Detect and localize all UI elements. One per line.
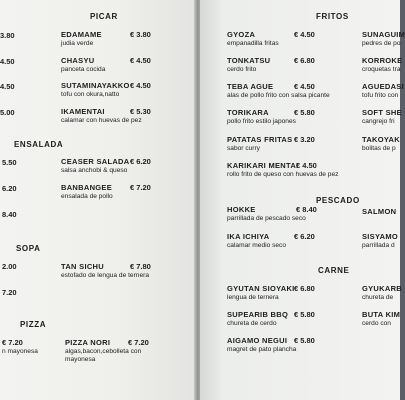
section-heading-pescado: PESCADO [316,196,360,205]
edge-price: 2.00 [2,262,17,271]
menu-item-price: € 8.40 [296,205,317,214]
menu-item-name: KARIKARI MENTAI [227,161,299,170]
edge-item-desc: chureta de [362,294,394,301]
edge-price: 5.50 [2,158,17,167]
menu-item-desc: parrillada de pescado seco [227,215,306,222]
edge-item-desc: bolitas de p [362,145,396,152]
menu-item-desc: judia verde [61,40,94,47]
menu-item-desc: pollo frito estilo japones [227,118,296,125]
menu-item-price: € 4.50 [130,81,151,90]
edge-item-desc: tofu frito con [362,92,399,99]
edge-price: 8.40 [2,210,17,219]
menu-item-name: EDAMAME [61,30,102,39]
section-heading-pizza: PIZZA [20,320,47,329]
edge-item-desc: pedres de po [362,40,401,47]
section-heading-fritos: FRITOS [316,12,349,21]
menu-item-desc: chureta de cerdo [227,320,277,327]
section-heading-carne: CARNE [318,266,350,275]
menu-item-price: € 7.20 [128,338,149,347]
edge-price: 4.50 [0,82,15,91]
edge-item-name: BUTA KIM [362,310,401,319]
menu-item-name: PATATAS FRITAS [227,135,293,144]
menu-item-price: € 4.50 [130,56,151,65]
edge-item-name: AGUEDASI [362,82,404,91]
menu-item-name: BANBANGEE [61,183,113,192]
menu-item-price: € 6.20 [294,232,315,241]
edge-item-name: SALMON [362,207,397,216]
edge-item-desc: croquetas tra [362,66,401,73]
menu-item-name: GYUTAN SIOYAKI [227,284,295,293]
edge-item-desc: cangrejo fri [362,118,395,125]
section-heading-sopa: SOPA [16,244,41,253]
edge-item-name: SISYAMO [362,232,399,241]
menu-item-name: SUPEARIB BBQ [227,310,289,319]
edge-price: € 7.20 [2,338,23,347]
edge-item-desc: parrillada d [362,242,395,249]
edge-item-name: SOFT SHE [362,108,402,117]
menu-item-price: € 4.50 [294,82,315,91]
menu-item-name: TORIKARA [227,108,269,117]
menu-item-desc: estofado de lengua de ternera [61,272,149,279]
menu-item-desc: sabor curry [227,145,260,152]
menu-item-desc: cerdo frito [227,66,257,73]
menu-item-price: € 7.80 [130,262,151,271]
menu-item-desc: alas de pollo frito con salsa picante [227,92,330,99]
menu-item-name: PIZZA NORI [65,338,111,347]
menu-item-price: € 4.50 [296,161,317,170]
edge-price: 6.20 [2,184,17,193]
menu-item-desc: salsa anchobi & queso [61,167,128,174]
edge-price: 7.20 [2,288,17,297]
menu-page-left [0,0,196,400]
menu-item-desc: calamar medio seco [227,242,287,249]
menu-item-desc: empanadilla fritas [227,40,279,47]
menu-item-price: € 5.80 [294,108,315,117]
section-heading-ensalada: ENSALADA [14,140,64,149]
menu-item-desc: rollo frito de queso con huevas de pez [227,171,339,178]
menu-item-name: CHASYU [61,56,95,65]
menu-item-name: HOKKE [227,205,256,214]
menu-item-price: € 5.30 [130,107,151,116]
edge-item-name: SUNAGUIM [362,30,405,39]
edge-price: 3.80 [0,31,15,40]
menu-item-price: € 5.80 [294,336,315,345]
edge-item-name: TAKOYAK [362,135,400,144]
menu-item-name: AIGAMO NEGUI [227,336,288,345]
menu-item-name: IKA ICHIYA [227,232,270,241]
edge-item-name: KORROKE [362,56,403,65]
menu-item-desc: magret de pato plancha [227,346,297,353]
menu-item-price: € 4.50 [294,30,315,39]
menu-item-name: CEASER SALADA [61,157,130,166]
edge-desc: n mayonesa [2,348,38,355]
edge-item-name: GYUKARB [362,284,403,293]
section-heading-picar: PICAR [90,12,118,21]
edge-price: 5.00 [0,108,15,117]
menu-item-desc: ensalada de pollo [61,193,113,200]
menu-item-desc: algas,bacon,cebolleta con mayonesa [65,348,142,363]
menu-item-desc: calamar con huevas de pez [61,117,142,124]
menu-item-price: € 3.20 [294,135,315,144]
menu-item-price: € 6.20 [130,157,151,166]
edge-item-desc: cerdo con [362,320,391,327]
menu-item-name: TAN SICHU [61,262,104,271]
menu-item-name: IKAMENTAI [61,107,105,116]
menu-item-desc: panceta cocida [61,66,106,73]
menu-item-price: € 3.80 [130,30,151,39]
edge-price: 4.50 [0,57,15,66]
menu-item-desc: lengua de ternera [227,294,279,301]
menu-item-desc: tofu con okura,natto [61,91,120,98]
menu-item-price: € 6.80 [294,56,315,65]
menu-item-price: € 7.20 [130,183,151,192]
menu-page-right [200,0,405,400]
menu-item-name: TONKATSU [227,56,271,65]
menu-item-name: SUTAMINAYAKKO [61,81,130,90]
menu-item-name: GYOZA [227,30,256,39]
menu-item-price: € 5.80 [294,310,315,319]
menu-item-price: € 6.80 [294,284,315,293]
menu-item-name: TEBA AGUE [227,82,274,91]
